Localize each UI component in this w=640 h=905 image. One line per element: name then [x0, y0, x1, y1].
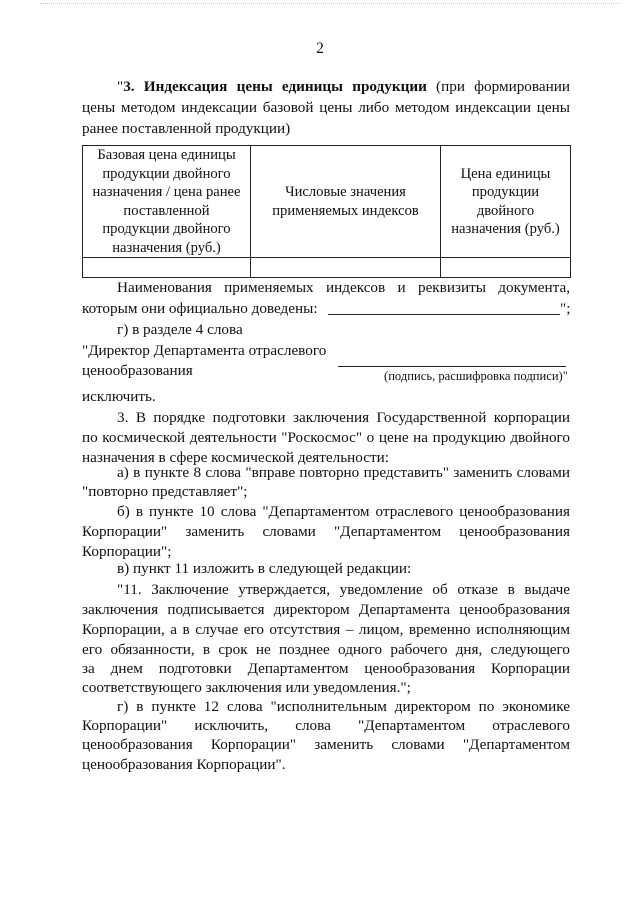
page-number: 2 — [316, 40, 324, 57]
director-line1: "Директор Департамента отраслевого — [82, 342, 327, 359]
item-b-line1: б) в пункте 10 слова "Департаментом отраслевого ценообразования — [117, 503, 570, 520]
header-line: Базовая цена единицы — [97, 147, 236, 163]
para3-line2: по космической деятельности "Роскосмос" о цене на продукцию двойного — [82, 429, 570, 446]
para3-line3: назначения в сфере космической деятельности: — [82, 449, 389, 466]
header-line: двойного — [476, 202, 535, 219]
indices-line2-end: "; — [560, 300, 571, 317]
signature-blank — [338, 366, 566, 367]
section-heading-line3: ранее поставленной продукции) — [82, 120, 291, 137]
indices-line1: Наименования применяемых индексов и реквизиты документа, — [117, 279, 570, 296]
table-row — [83, 258, 571, 278]
signature-caption: (подпись, расшифровка подписи)" — [384, 369, 568, 383]
item-g2-line3: ценообразования Корпорации" заменить словами "Департаментом — [82, 736, 570, 753]
table-cell — [83, 258, 251, 278]
item-v-quote6: соответствующего заключения или уведомления."; — [82, 679, 411, 696]
header-base-price — [83, 146, 251, 258]
item-v-quote1: "11. Заключение утверждается, уведомление об отказе в выдаче — [117, 581, 570, 598]
section-heading-bold: 3. Индексация цены единицы продукции — [123, 78, 427, 95]
item-v-quote3: Корпорации, а в случае его отсутствия – лицом, временно исполняющим — [82, 621, 570, 638]
item-v-quote4: его обязанности, в срок не позднее одного рабочего дня, следующего — [82, 641, 570, 658]
item-b-line3: Корпорации"; — [82, 543, 172, 560]
item-v-quote2: заключения подписывается директором Департамента ценообразования — [82, 601, 570, 618]
para3-line1: 3. В порядке подготовки заключения Государственной корпорации — [117, 409, 570, 426]
header-line: Цена единицы — [460, 165, 551, 182]
header-line: Числовые значения — [285, 184, 406, 200]
header-line: продукции двойного — [102, 221, 231, 237]
item-g-section4: г) в разделе 4 слова — [117, 321, 243, 338]
section-heading-rest: (при формировании — [426, 78, 570, 95]
item-g2-line4: ценообразования Корпорации". — [82, 756, 286, 773]
header-index-values — [251, 146, 441, 258]
header-line: поставленной — [123, 202, 210, 219]
item-g2-line2: Корпорации" исключить, слова "Департаментом отраслевого — [82, 717, 570, 734]
price-index-table — [82, 145, 571, 278]
document-details-blank — [328, 314, 560, 315]
header-line: применяемых индексов — [272, 202, 419, 219]
table-cell — [441, 258, 571, 278]
header-line: назначения / цена ранее — [92, 184, 241, 200]
exclude-text: исключить. — [82, 388, 156, 405]
table-cell — [251, 258, 441, 278]
item-a-line2: "повторно представляет"; — [82, 483, 248, 500]
table-header-row — [83, 146, 571, 258]
section-heading-line2: цены методом индексации базовой цены либо методом индексации цены — [82, 99, 570, 116]
header-unit-price — [441, 146, 571, 258]
scan-edge-line — [40, 3, 620, 4]
item-g2-line1: г) в пункте 12 слова "исполнительным директором по экономике — [117, 698, 570, 715]
item-v-line1: в) пункт 11 изложить в следующей редакции: — [117, 560, 412, 577]
item-a-line1: а) в пункте 8 слова "вправе повторно представить" заменить словами — [117, 464, 570, 481]
director-line2: ценообразования — [82, 362, 193, 379]
header-line: назначения (руб.) — [451, 221, 560, 237]
item-v-quote5: за днем подготовки Департаментом ценообразования Корпорации — [82, 660, 570, 677]
header-line: продукции — [471, 184, 540, 200]
section-heading — [117, 77, 570, 96]
open-quote: " — [117, 78, 124, 95]
header-line: продукции двойного — [102, 165, 231, 182]
item-b-line2: Корпорации" заменить словами "Департаментом ценообразования — [82, 523, 570, 540]
header-line: назначения (руб.) — [112, 239, 221, 256]
indices-line2-start: которым они официально доведены: — [82, 300, 318, 317]
